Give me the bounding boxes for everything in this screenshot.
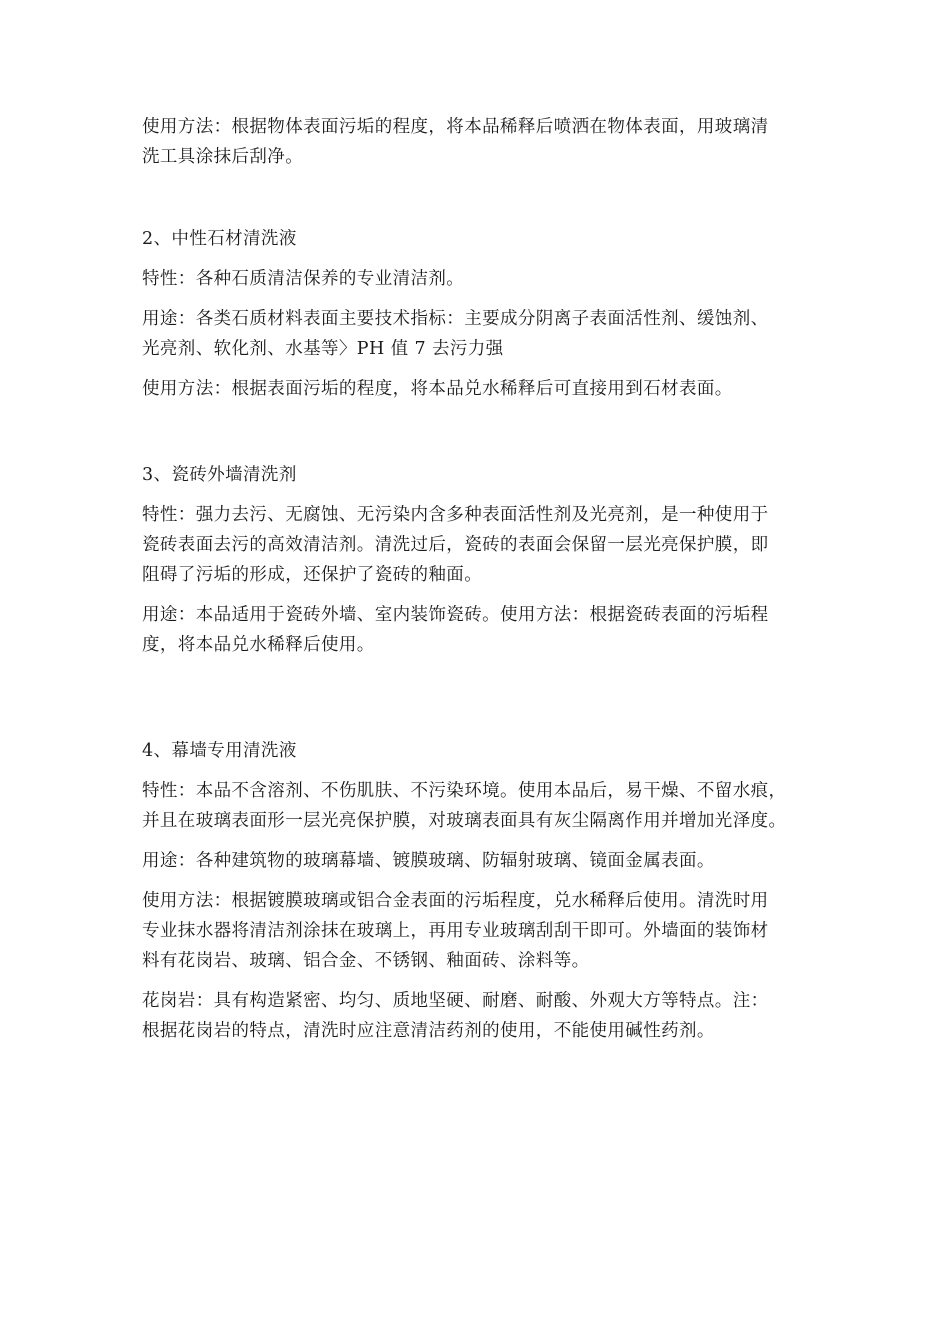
- section-3-heading: 3、瓷砖外墙清洗剂: [142, 465, 297, 485]
- text-line: 洗工具涂抹后刮净。: [142, 147, 304, 167]
- text-line: 瓷砖表面去污的高效清洁剂。清洗过后，瓷砖的表面会保留一层光亮保护膜，即: [142, 535, 769, 555]
- section-4-heading: 4、幕墙专用清洗液: [142, 741, 297, 761]
- text-line: 根据花岗岩的特点，清洗时应注意清洁药剂的使用，不能使用碱性药剂。: [142, 1021, 715, 1041]
- section-4-method: [142, 886, 832, 976]
- text-line: 使用方法：根据镀膜玻璃或铝合金表面的污垢程度，兑水稀释后使用。清洗时用: [142, 891, 769, 911]
- text-line: 用途：各种建筑物的玻璃幕墙、镀膜玻璃、防辐射玻璃、镜面金属表面。: [142, 851, 715, 871]
- section-2-feature: [142, 264, 832, 294]
- text-line: 料有花岗岩、玻璃、铝合金、不锈钢、釉面砖、涂料等。: [142, 951, 590, 971]
- text-line: 使用方法：根据表面污垢的程度，将本品兑水稀释后可直接用到石材表面。: [142, 379, 733, 399]
- document-page: [142, 112, 832, 1056]
- text-line: 专业抹水器将清洁剂涂抹在玻璃上，再用专业玻璃刮刮干即可。外墙面的装饰材: [142, 921, 769, 941]
- section-2-heading: 2、中性石材清洗液: [142, 229, 297, 249]
- section-4-usage: [142, 846, 832, 876]
- text-line: 特性：本品不含溶剂、不伤肌肤、不污染环境。使用本品后，易干燥、不留水痕，: [142, 781, 787, 801]
- text-line: 光亮剂、软化剂、水基等〉PH 值 7 去污力强: [142, 339, 504, 359]
- text-line: 使用方法：根据物体表面污垢的程度，将本品稀释后喷洒在物体表面，用玻璃清: [142, 117, 769, 137]
- section-2-usage: [142, 304, 832, 364]
- section-3-feature: [142, 500, 832, 590]
- text-line: 用途：各类石质材料表面主要技术指标：主要成分阴离子表面活性剂、缓蚀剂、: [142, 309, 769, 329]
- text-line: 用途：本品适用于瓷砖外墙、室内装饰瓷砖。使用方法：根据瓷砖表面的污垢程: [142, 605, 769, 625]
- text-line: 特性：强力去污、无腐蚀、无污染内含多种表面活性剂及光亮剂，是一种使用于: [142, 505, 769, 525]
- section-2-method: [142, 374, 832, 404]
- section-3-usage: [142, 600, 832, 660]
- text-line: 花岗岩：具有构造紧密、均匀、质地坚硬、耐磨、耐酸、外观大方等特点。注：: [142, 991, 769, 1011]
- text-line: 度，将本品兑水稀释后使用。: [142, 635, 375, 655]
- text-line: 特性：各种石质清洁保养的专业清洁剂。: [142, 269, 465, 289]
- section-4-granite: [142, 986, 832, 1046]
- section-4-feature: [142, 776, 832, 836]
- text-line: 阻碍了污垢的形成，还保护了瓷砖的釉面。: [142, 565, 483, 585]
- intro-paragraph: [142, 112, 832, 172]
- text-line: 并且在玻璃表面形一层光亮保护膜，对玻璃表面具有灰尘隔离作用并增加光泽度。: [142, 811, 787, 831]
